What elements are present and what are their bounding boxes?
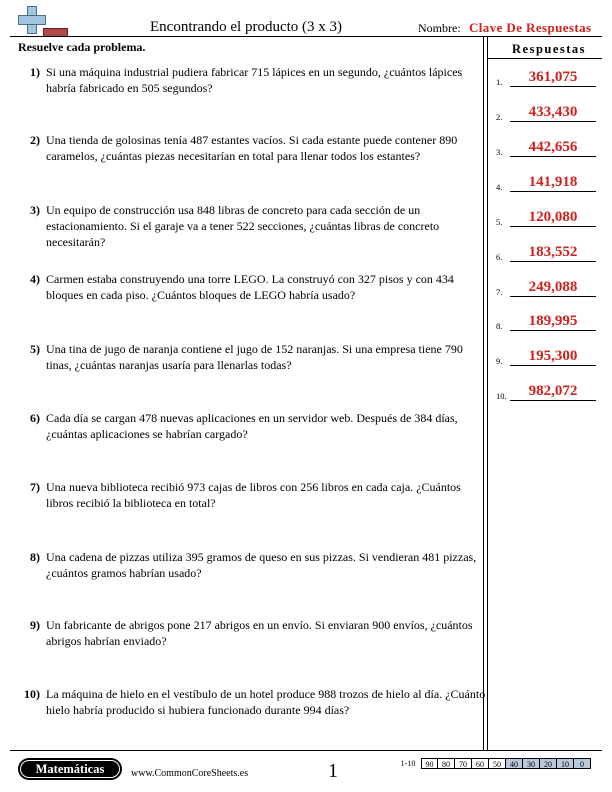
- name-label: Nombre:: [418, 21, 461, 35]
- score-scale-cell: 50: [489, 758, 506, 769]
- instructions: Resuelve cada problema.: [18, 40, 146, 54]
- problem-text: Cada día se cargan 478 nuevas aplicaciones en un servidor web. Después de 384 días, ¿cuántas aplicaciones se habrían cargado?: [46, 411, 458, 441]
- answer-value: 141,918: [528, 174, 578, 190]
- problem-number: 3): [30, 203, 40, 217]
- problem-text: Una tienda de golosinas tenía 487 estantes vacíos. Si cada estante puede contener 890 caramelos, ¿cuántas piezas necesitarían en total para llenar todos los estantes?: [46, 133, 458, 163]
- answer-line: [510, 156, 596, 157]
- answer-row: [496, 242, 596, 262]
- answer-line: [510, 86, 596, 87]
- score-scale-cell: 40: [506, 758, 523, 769]
- answer-row: [496, 381, 596, 401]
- answer-line: [510, 296, 596, 297]
- problem-text: Una tina de jugo de naranja contiene el jugo de 152 naranjas. Si una empresa tiene 790 tinas, ¿cuántas naranjas usaría para llenarlas todas?: [46, 342, 463, 372]
- problem-text: Un equipo de construcción usa 848 libras de concreto para cada sección de un estacionamiento. Si el garaje va a tener 522 secciones, ¿cuántas libras de concreto necesitarán?: [46, 203, 440, 249]
- score-scale-label: 1-10: [400, 759, 416, 768]
- answer-number: 8.: [496, 321, 503, 331]
- score-scale-cell: 10: [557, 758, 574, 769]
- score-scale-cell: 90: [421, 758, 438, 769]
- problem-number: 2): [30, 133, 40, 147]
- problem-number: 6): [30, 411, 40, 425]
- score-scale-cell: 0: [574, 758, 591, 769]
- problem-text: Si una máquina industrial pudiera fabricar 715 lápices en un segundo, ¿cuántos lápices habría fabricado en 505 segundos?: [46, 65, 463, 95]
- page-title: Encontrando el producto (3 x 3): [150, 19, 343, 35]
- answer-line: [510, 191, 596, 192]
- answer-row: [496, 277, 596, 297]
- answer-value: 433,430: [528, 104, 578, 120]
- score-scale-cell: 30: [523, 758, 540, 769]
- answer-value: 249,088: [528, 279, 578, 295]
- subject-badge: [18, 758, 122, 780]
- problem-text: Un fabricante de abrigos pone 217 abrigos en un envío. Si enviaran 900 envíos, ¿cuántos abrigos habrían enviado?: [46, 618, 473, 648]
- score-scale-cell: 20: [540, 758, 557, 769]
- answer-row: [496, 207, 596, 227]
- answer-value: 442,656: [528, 139, 578, 155]
- answer-line: [510, 261, 596, 262]
- problem-number: 8): [30, 550, 40, 564]
- answer-number: 10.: [496, 391, 507, 401]
- score-scale-cell: 80: [438, 758, 455, 769]
- answer-number: 6.: [496, 252, 503, 262]
- answer-value: 183,552: [528, 244, 578, 260]
- logo-plus-icon: [18, 6, 46, 34]
- problem-number: 1): [30, 65, 40, 79]
- answer-row: [496, 102, 596, 122]
- answer-line: [510, 365, 596, 366]
- footer-rule: [10, 750, 602, 751]
- answer-number: 7.: [496, 287, 503, 297]
- header-rule: [10, 36, 602, 37]
- answer-value: 361,075: [528, 69, 578, 85]
- score-scale-cell: 70: [455, 758, 472, 769]
- answers-heading: Respuestas: [512, 42, 587, 56]
- answer-number: 4.: [496, 182, 503, 192]
- answer-row: [496, 137, 596, 157]
- answer-number: 9.: [496, 356, 503, 366]
- answer-row: [496, 67, 596, 87]
- name-value: Clave De Respuestas: [469, 20, 592, 35]
- answer-row: [496, 346, 596, 366]
- answer-number: 3.: [496, 147, 503, 157]
- answer-line: [510, 226, 596, 227]
- problem-text: Una cadena de pizzas utiliza 395 gramos de queso en sus pizzas. Si vendieran 481 pizzas, ¿cuántos gramos habrían usado?: [46, 550, 477, 580]
- answer-number: 5.: [496, 217, 503, 227]
- answer-value: 982,072: [528, 383, 578, 399]
- problem-number: 7): [30, 480, 40, 494]
- page-number: 1: [328, 760, 338, 782]
- problem-number: 10): [24, 687, 40, 701]
- problem-text: La máquina de hielo en el vestíbulo de un hotel produce 988 trozos de hielo al día. ¿Cuánto hielo habría producido si hubiera funcionado durante 994 días?: [46, 687, 486, 717]
- answer-row: [496, 311, 596, 331]
- problem-number: 5): [30, 342, 40, 356]
- answer-value: 195,300: [528, 348, 578, 364]
- problem-number: 4): [30, 272, 40, 286]
- answer-value: 120,080: [528, 209, 578, 225]
- problem-number: 9): [30, 618, 40, 632]
- answer-line: [510, 400, 596, 401]
- answer-number: 1.: [496, 77, 503, 87]
- site-url: www.CommonCoreSheets.es: [131, 768, 249, 779]
- answer-value: 189,995: [528, 313, 578, 329]
- answer-line: [510, 330, 596, 331]
- score-scale: [395, 758, 591, 769]
- answer-number: 2.: [496, 112, 503, 122]
- problem-text: Carmen estaba construyendo una torre LEGO. La construyó con 327 pisos y con 434 bloques en cada piso. ¿Cuántos bloques de LEGO habría usado?: [46, 272, 454, 302]
- answers-heading-rule: [487, 58, 602, 59]
- answer-row: [496, 172, 596, 192]
- subject-badge-label: Matemáticas: [20, 760, 120, 778]
- answer-line: [510, 121, 596, 122]
- score-scale-cell: 60: [472, 758, 489, 769]
- problem-text: Una nueva biblioteca recibió 973 cajas de libros con 256 libros en cada caja. ¿Cuántos libros recibió la biblioteca en total?: [46, 480, 461, 510]
